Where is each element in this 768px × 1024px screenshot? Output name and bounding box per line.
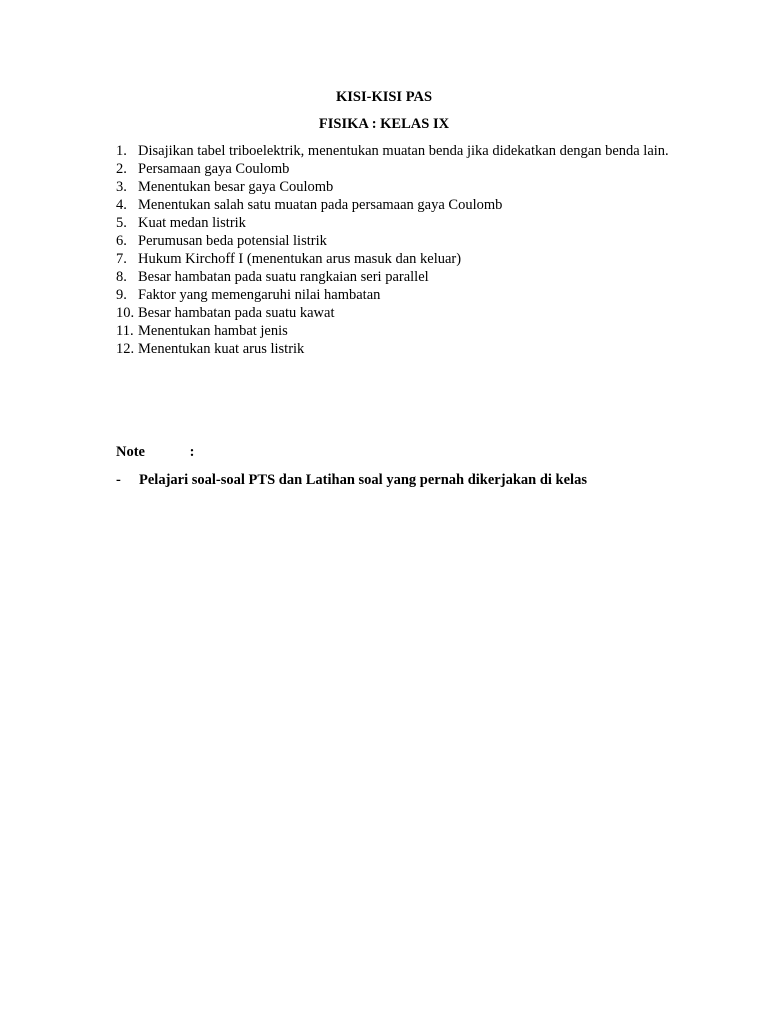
list-item (116, 304, 716, 322)
list-item-number: 10. (116, 305, 135, 321)
list-item-number: 5. (116, 215, 127, 231)
list-item-text: Besar hambatan pada suatu kawat (138, 305, 335, 321)
list-item-text: Perumusan beda potensial listrik (138, 233, 327, 249)
note-dash: - (116, 472, 121, 488)
list-item-number: 4. (116, 197, 127, 213)
list-item (116, 178, 716, 196)
list-item (116, 286, 716, 304)
note-heading (116, 443, 194, 461)
list-item-text: Faktor yang memengaruhi nilai hambatan (138, 287, 381, 303)
list-item (116, 142, 716, 160)
note-colon: : (189, 444, 195, 460)
list-item-number: 12. (116, 341, 135, 357)
list-item (116, 196, 716, 214)
list-item-text: Hukum Kirchoff I (menentukan arus masuk dan keluar) (138, 251, 462, 267)
topic-list (116, 142, 716, 358)
list-item-number: 11. (116, 323, 134, 339)
list-item-text: Besar hambatan pada suatu rangkaian seri parallel (138, 269, 429, 285)
document-subtitle: FISIKA : KELAS IX (318, 116, 450, 132)
list-item-number: 7. (116, 251, 127, 267)
document-title: KISI-KISI PAS (335, 89, 433, 105)
list-item-text: Menentukan besar gaya Coulomb (138, 179, 334, 195)
list-item-text: Kuat medan listrik (138, 215, 246, 231)
list-item-number: 1. (116, 143, 127, 159)
list-item-number: 9. (116, 287, 127, 303)
note-item (116, 471, 587, 489)
list-item-text: Menentukan hambat jenis (138, 323, 288, 339)
list-item (116, 340, 716, 358)
list-item (116, 268, 716, 286)
list-item-number: 8. (116, 269, 127, 285)
list-item-text: Persamaan gaya Coulomb (138, 161, 290, 177)
list-item (116, 160, 716, 178)
list-item (116, 232, 716, 250)
list-item (116, 214, 716, 232)
list-item-number: 3. (116, 179, 127, 195)
list-item-text: Disajikan tabel triboelektrik, menentukan muatan benda jika didekatkan dengan benda lain. (138, 143, 669, 159)
list-item-text: Menentukan kuat arus listrik (138, 341, 305, 357)
note-label: Note (116, 444, 145, 460)
list-item (116, 250, 716, 268)
list-item-number: 2. (116, 161, 127, 177)
list-item (116, 322, 716, 340)
list-item-text: Menentukan salah satu muatan pada persamaan gaya Coulomb (138, 197, 503, 213)
list-item-number: 6. (116, 233, 127, 249)
note-text: Pelajari soal-soal PTS dan Latihan soal yang pernah dikerjakan di kelas (139, 472, 587, 488)
